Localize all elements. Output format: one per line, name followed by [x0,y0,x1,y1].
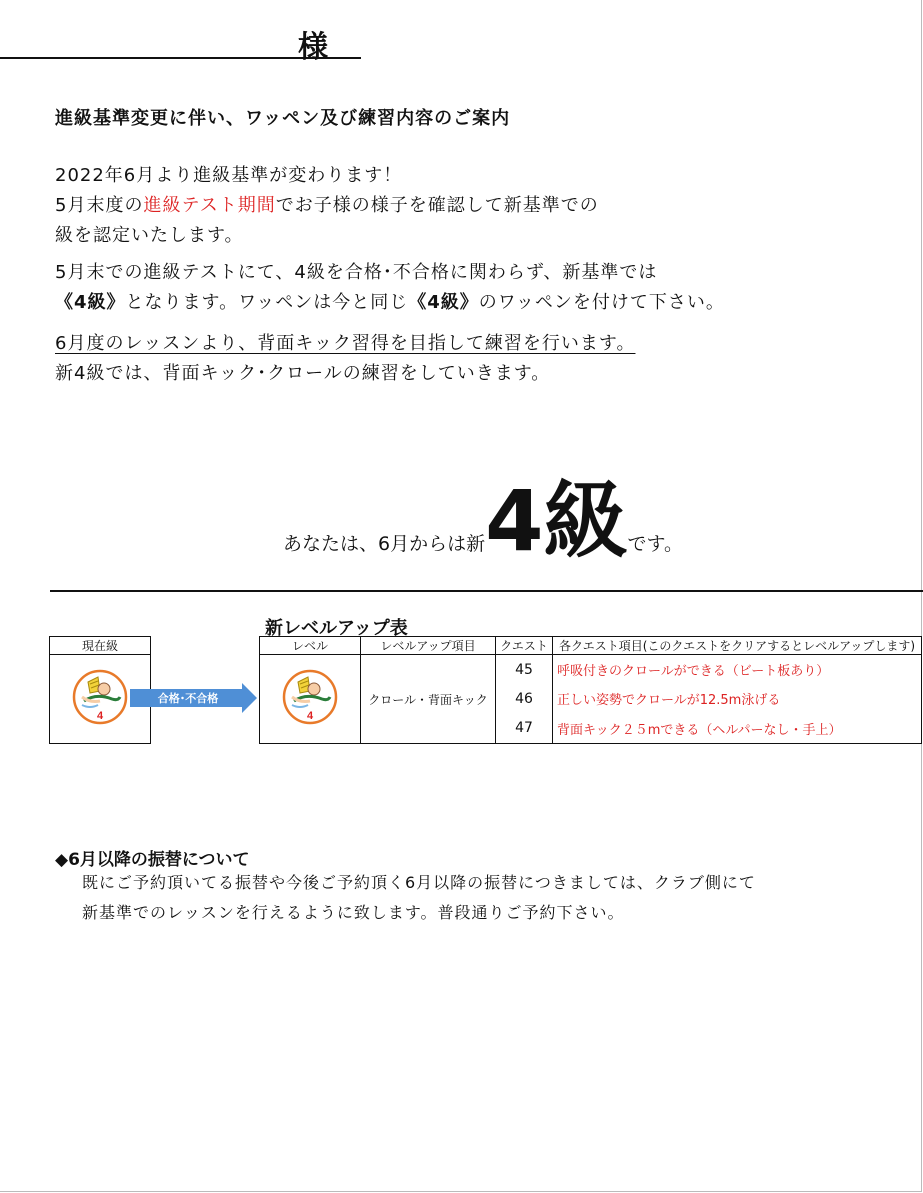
swimmer-badge-icon [70,667,130,727]
announcement-suffix: です。 [627,533,684,555]
announcement-prefix: あなたは、6月からは新 [283,533,486,555]
paragraph-2-line-1: 5月末での進級テストにて、4級を合格･不合格に関わらず、新基準では [55,262,658,283]
paragraph-3-underlined: 6月度のレッスンより、背面キック習得を目指して練習を行います。 [55,333,636,354]
level-bold-1: 《4級》 [55,292,126,313]
quest-number: 45 [496,655,553,685]
intro-line-2 [55,191,599,221]
transfer-line-1: 既にご予約頂いてる振替や今後ご予約頂く6月以降の振替につきましては、クラブ側にて [82,873,756,892]
name-line [0,57,361,59]
quest-number: 47 [496,714,553,744]
intro-line-2-pre: 5月末度の [55,195,144,216]
new-badge-cell [260,655,361,744]
level-table-title: 新レベルアップ表 [265,618,408,639]
level-up-item: クロール・背面キック [361,655,496,744]
transfer-section-body [82,868,756,928]
intro-line-2-post: でお子様の様子を確認して新基準での [275,195,599,216]
quest-description: 正しい姿勢でクロールが12.5m泳げる [553,684,922,713]
quest-description: 呼吸付きのクロールができる（ビート板あり） [553,655,922,685]
header-level: レベル [260,637,361,655]
intro-line-1: 2022年6月より進級基準が変わります！ [55,165,403,186]
paragraph-2 [55,258,725,318]
level-bold-2: 《4級》 [408,292,479,313]
section-divider [50,590,923,592]
current-badge-number: 4 [96,710,104,722]
header-quest: クエスト [496,637,553,655]
honorific: 様 [298,30,328,65]
pass-arrow-icon [130,683,258,713]
current-level-header: 現在級 [50,637,151,655]
swimmer-badge-icon [280,667,340,727]
announcement-level: 4級 [485,472,628,570]
paragraph-2-mid: となります。ワッペンは今と同じ [125,292,409,313]
transfer-line-2: 新基準でのレッスンを行えるように致します。普段通りご予約下さい。 [82,903,625,922]
header-item: レベルアップ項目 [361,637,496,655]
new-badge-number: 4 [306,710,314,722]
paragraph-2-line-2 [55,288,725,318]
transfer-section-title: ◆6月以降の振替について [55,850,250,870]
arrow-label: 合格･不合格 [157,692,219,705]
level-announcement [283,472,684,570]
header-quest-items: 各クエスト項目(このクエストをクリアするとレベルアップします) [553,637,922,655]
subject-heading: 進級基準変更に伴い、ワッペン及び練習内容のご案内 [55,108,511,129]
paragraph-3-line-2: 新4級では、背面キック･クロールの練習をしていきます。 [55,363,551,384]
test-period-highlight: 進級テスト期間 [143,195,276,216]
paragraph-2-post: のワッペンを付けて下さい。 [478,292,725,313]
quest-number: 46 [496,684,553,713]
intro-line-3: 級を認定いたします。 [55,225,244,246]
quest-description: 背面キック２５mできる（ヘルパーなし・手上） [553,714,922,744]
intro-paragraph [55,161,599,251]
level-up-table [259,636,922,744]
paragraph-3 [55,329,635,389]
